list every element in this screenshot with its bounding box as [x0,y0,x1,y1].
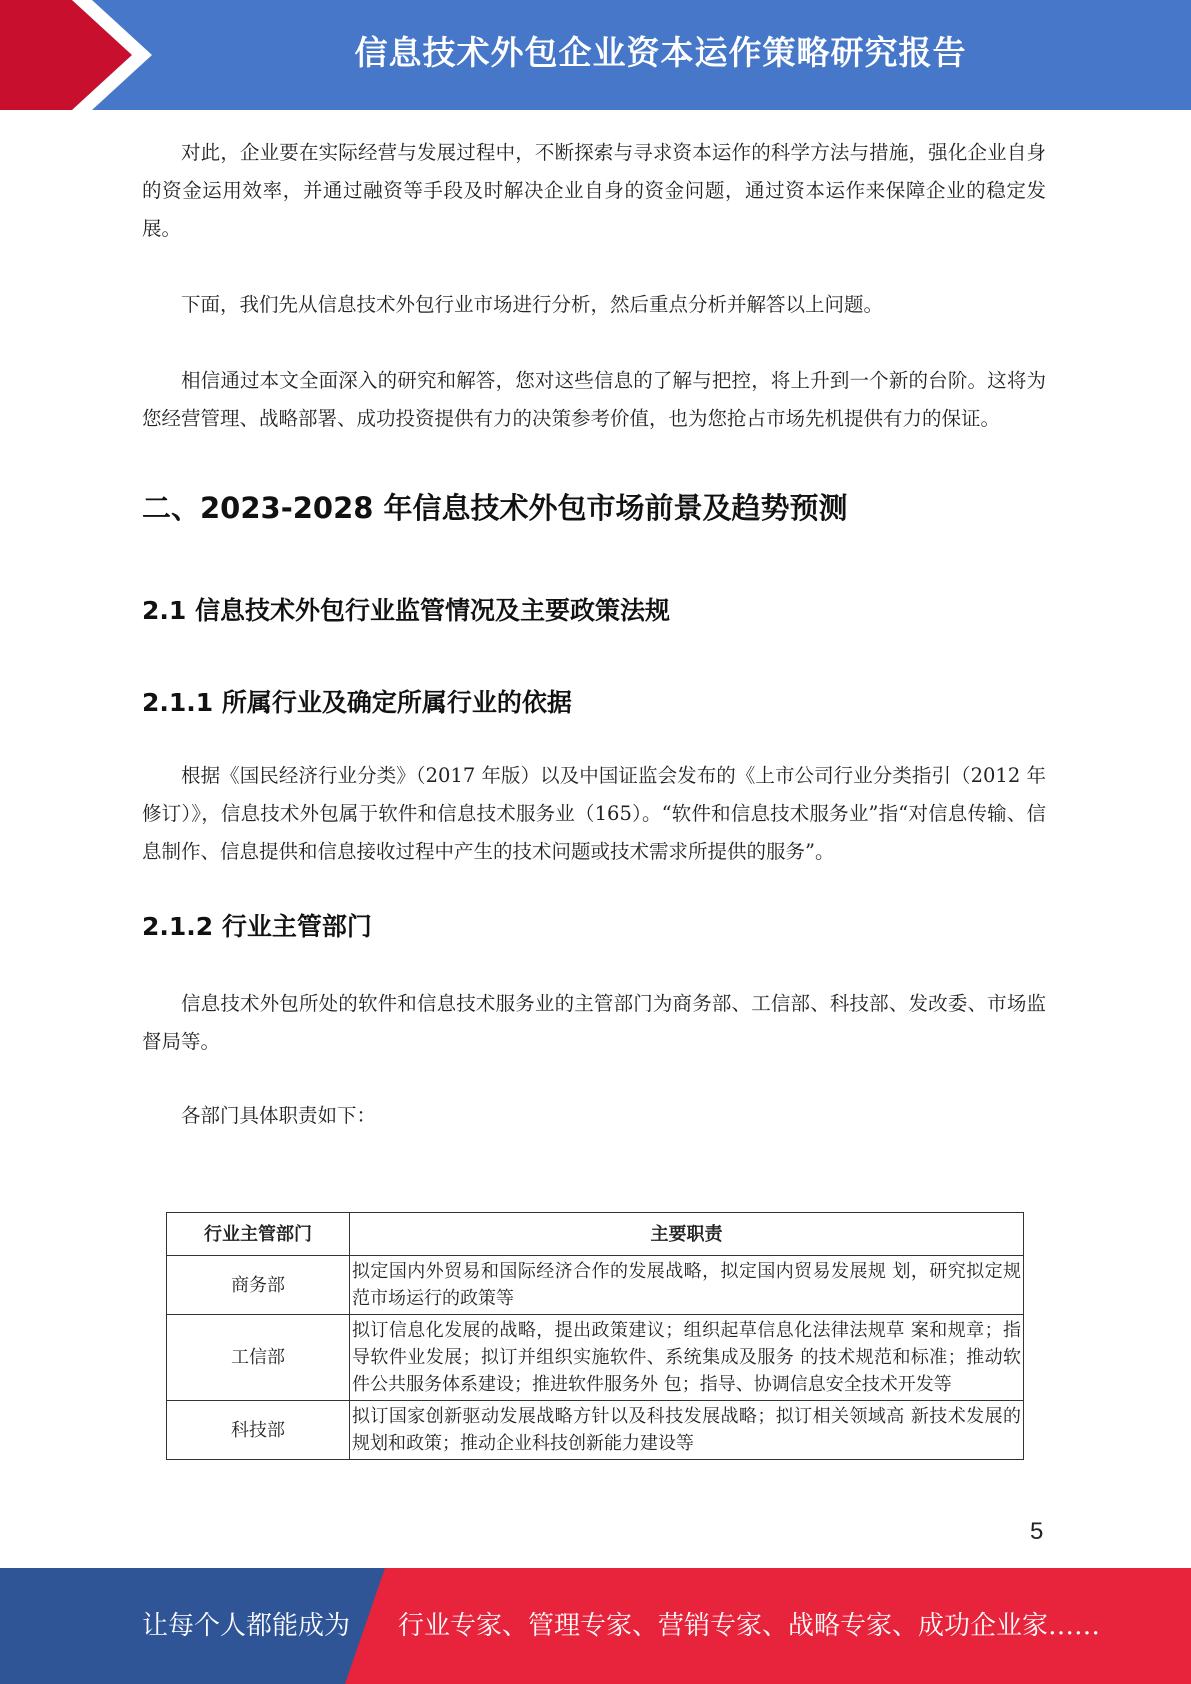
footer-slogan-right: 行业专家、管理专家、营销专家、战略专家、成功企业家…… [398,1611,1101,1641]
table-header-dept: 行业主管部门 [167,1213,350,1256]
paragraph-next-steps: 下面，我们先从信息技术外包行业市场进行分析，然后重点分析并解答以上问题。 [181,293,884,316]
paragraph-classification: 根据《国民经济行业分类》（2017 年版）以及中国证监会发布的《上市公司行业分类指引（2012 年修订）》，信息技术外包属于软件和信息技术服务业（165）。“软件和信息技术服务业”指“对信息传输、信息制作、信息提供和信息接收过程中产生的技术问题或技术需求所提供的服务”。 [142,764,1046,863]
table-row [167,1401,1024,1460]
table-cell-dept: 工信部 [167,1315,350,1401]
table-cell-dept: 商务部 [167,1256,350,1315]
page-header [0,0,1191,110]
footer-slogan-left: 让每个人都能成为 [142,1611,351,1641]
paragraph-authorities: 信息技术外包所处的软件和信息技术服务业的主管部门为商务部、工信部、科技部、发改委、市场监督局等。 [142,992,1046,1053]
subsection-heading: 2.1 信息技术外包行业监管情况及主要政策法规 [142,596,670,625]
table-row [167,1256,1024,1315]
table-cell-dept: 科技部 [167,1401,350,1460]
page-content [142,134,1046,1135]
page-number: 5 [1030,1518,1044,1545]
subsubsection-heading-authority: 2.1.2 行业主管部门 [142,912,372,941]
page-footer [0,1568,1191,1684]
table-header-row [167,1213,1024,1256]
table-cell-duty: 拟订国家创新驱动发展战略方针以及科技发展战略；拟订相关领域高 新技术发展的规划和政策；推动企业科技创新能力建设等 [350,1401,1024,1460]
paragraph-duties-intro: 各部门具体职责如下： [181,1104,377,1127]
table-cell-duty: 拟定国内外贸易和国际经济合作的发展战略，拟定国内贸易发展规 划，研究拟定规范市场运行的政策等 [350,1256,1024,1315]
paragraph-value: 相信通过本文全面深入的研究和解答，您对这些信息的了解与把控，将上升到一个新的台阶。这将为您经营管理、战略部署、成功投资提供有力的决策参考价值，也为您抢占市场先机提供有力的保证。 [142,369,1046,430]
table-header-duty: 主要职责 [350,1213,1024,1256]
chevron-decoration [0,0,160,110]
table-cell-duty: 拟订信息化发展的战略，提出政策建议；组织起草信息化法律法规草 案和规章；指导软件业发展；拟订并组织实施软件、系统集成及服务 的技术规范和标准；推动软件公共服务体系建设；推进软件服务外 包；指导、协调信息安全技术开发等 [350,1315,1024,1401]
page-break-mask [160,1478,1040,1508]
duties-table [166,1212,1024,1460]
subsubsection-heading-industry: 2.1.1 所属行业及确定所属行业的依据 [142,688,572,717]
table-row [167,1315,1024,1401]
report-title: 信息技术外包企业资本运作策略研究报告 [354,33,967,72]
section-heading: 二、2023-2028 年信息技术外包市场前景及趋势预测 [142,491,848,525]
paragraph-intro: 对此，企业要在实际经营与发展过程中，不断探索与寻求资本运作的科学方法与措施，强化企业自身的资金运用效率，并通过融资等手段及时解决企业自身的资金问题，通过资本运作来保障企业的稳定发展。 [142,141,1046,240]
